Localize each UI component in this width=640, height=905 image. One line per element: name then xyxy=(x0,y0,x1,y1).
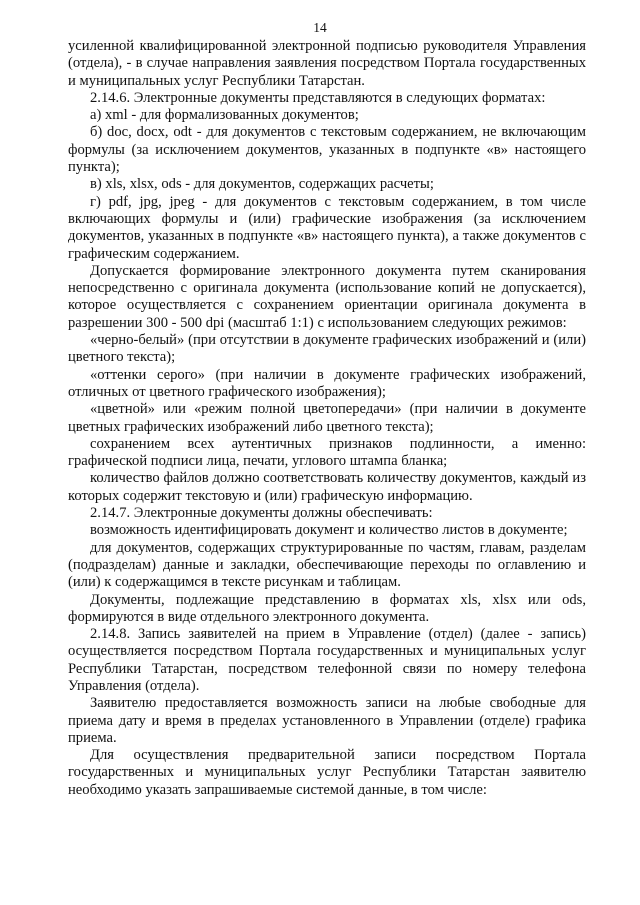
mode-grayscale: «оттенки серого» (при наличии в документе графических изображений, отличных от цветного графического изображения); xyxy=(68,366,586,400)
paragraph-section-2-14-7: 2.14.7. Электронные документы должны обеспечивать: xyxy=(90,505,433,522)
paragraph-identify: возможность идентифицировать документ и количество листов в документе; xyxy=(90,522,568,539)
paragraph-file-count: количество файлов должно соответствовать количеству документов, каждый из которых содержит текстовую и (или) графическую информацию. xyxy=(68,470,586,504)
mode-color: «цветной» или «режим полной цветопередачи» (при наличии в документе цветных графических изображений либо цветного текста); xyxy=(68,401,586,435)
paragraph-authenticity: сохранением всех аутентичных признаков подлинности, а именно: графической подписи лица, печати, углового штампа бланка; xyxy=(68,435,586,470)
paragraph-appointment: Заявителю предоставляется возможность записи на любые свободные для приема дату и время в пределах установленного в Управлении (отделе) графика приема. xyxy=(68,695,586,746)
list-item-b: б) doc, docx, odt - для документов с текстовым содержанием, не включающим формулы (за исключением документов, указанных в подпункте «в» настоящего пункта); xyxy=(68,124,586,176)
paragraph-continuation: усиленной квалифицированной электронной подписью руководителя Управления (отдела), - в случае направления заявления посредством Портала государственных и муниципальных услуг Республики Татарстан. xyxy=(68,38,586,89)
paragraph-section-2-14-6: 2.14.6. Электронные документы представляются в следующих форматах: xyxy=(90,89,546,106)
paragraph-scanning: Допускается формирование электронного документа путем сканирования непосредственно с оригинала документа (использование копий не допускается), которое осуществляется с сохранением ориентации оригинала документа в разрешении 300 - 500 dpi (масштаб 1:1) с использованием следующих режимов: xyxy=(68,262,586,331)
mode-black-white: «черно-белый» (при отсутствии в документе графических изображений и (или) цветного текста); xyxy=(68,332,586,366)
list-item-a: а) xml - для формализованных документов; xyxy=(90,107,359,124)
paragraph-preregistration: Для осуществления предварительной записи посредством Портала государственных и муниципальных услуг Республики Татарстан заявителю необходимо указать запрашиваемые системой данные, в том числе: xyxy=(68,747,586,798)
page-number: 14 xyxy=(313,20,327,35)
paragraph-structured: для документов, содержащих структурированные по частям, главам, разделам (подразделам) данные и закладки, обеспечивающие переходы по оглавлению и (или) к содержащимся в тексте рисункам и таблицам. xyxy=(68,539,586,591)
list-item-v: в) xls, xlsx, ods - для документов, содержащих расчеты; xyxy=(90,176,434,193)
paragraph-section-2-14-8: 2.14.8. Запись заявителей на прием в Управление (отдел) (далее - запись) осуществляется посредством Портала государственных и муниципальных услуг Республики Татарстан, посредством телефонной связи по номеру телефона Управления (отдела). xyxy=(68,626,586,694)
list-item-g: г) pdf, jpg, jpeg - для документов с текстовым содержанием, в том числе включающих формулы и (или) графические изображения (за исключением документов, указанных в подпункте «в» настоящего пункта), а также документов с графическим содержанием. xyxy=(68,193,586,262)
paragraph-spreadsheets: Документы, подлежащие представлению в форматах xls, xlsx или ods, формируются в виде отдельного электронного документа. xyxy=(68,591,586,625)
document-body xyxy=(68,38,586,799)
